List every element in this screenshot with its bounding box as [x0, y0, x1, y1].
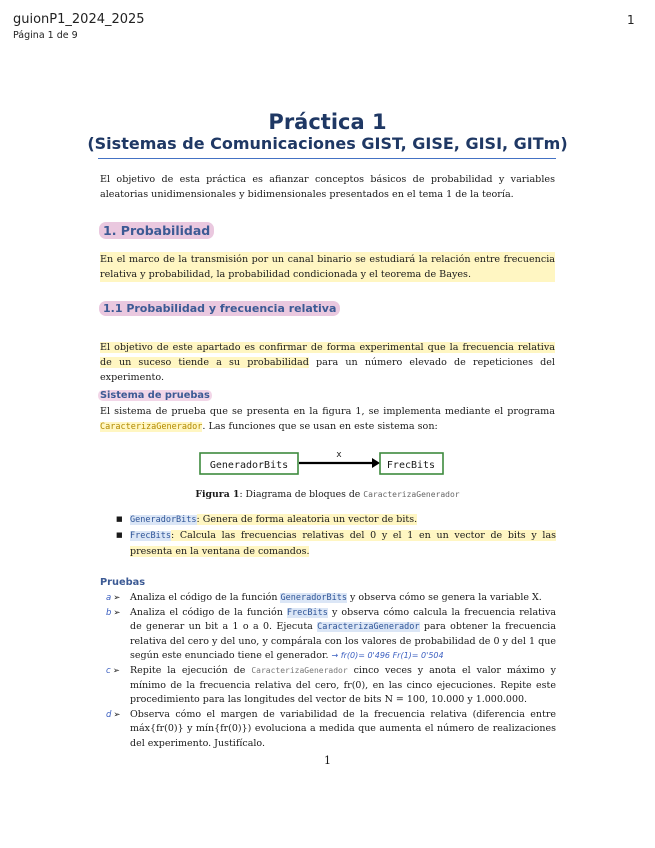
task-text: Observa cómo el margen de variabilidad de la frecuencia relativa (diferencia entre máx{fr(0)} y mín{fr(0)}) evoluciona a medida que aumenta el número de realizaciones del experimento. Justifícalo. — [130, 708, 556, 749]
caption-program: CaracterizaGenerador — [363, 490, 460, 499]
function-name: FrecBits — [130, 531, 171, 541]
task-letter: b — [106, 607, 112, 618]
top-page-number: 1 — [627, 13, 635, 27]
task-letter: c — [106, 665, 111, 676]
pruebas-heading: Pruebas — [100, 577, 146, 588]
paragraph-text: para un número elevado de repeticiones del experimento. — [100, 357, 555, 383]
arrow-bullet-icon: ➢ — [113, 593, 121, 603]
task-text: para obtener la frecuencia relativa del cero y del uno, y compárala con los valores de probabilidad de 0 y del 1 que según este enunciado tiene el generador. — [130, 621, 556, 662]
function-name: GeneradorBits — [130, 515, 197, 525]
page-indicator: Página 1 de 9 — [13, 30, 78, 41]
task-c — [106, 664, 556, 708]
task-text: cinco veces y anota el valor máximo y mínimo de la frecuencia relativa del cero, fr(0), en las cinco ejecuciones. Repite este procedimiento para las longitudes del vector de bits N = 100, 10.000 y 1.000.000. — [130, 664, 556, 706]
frecbits-block-label: FrecBits — [386, 460, 436, 471]
page-title: Práctica 1 — [268, 110, 387, 134]
task-label — [106, 664, 120, 679]
handwritten-note: → fr(0)= 0'496 Fr(1)= 0'504 — [331, 651, 444, 661]
arrow-bullet-icon: ➢ — [112, 665, 120, 676]
task-text: Analiza el código de la función — [130, 592, 281, 603]
arrow-bullet-icon: ➢ — [113, 709, 121, 720]
arrow-head — [372, 458, 380, 468]
function-description: : Calcula las frecuencias relativas del 0 y el 1 en un vector de bits y las presenta en la ventana de comandos. — [130, 530, 556, 557]
task-text: Repite la ejecución de — [130, 664, 252, 676]
task-a — [106, 591, 556, 606]
task-text: Analiza el código de la función — [130, 606, 287, 618]
task-label — [106, 606, 121, 621]
paragraph-text: El sistema de prueba que se presenta en la figura 1, se implementa mediante el programa — [100, 406, 555, 417]
program-name: CaracterizaGenerador — [100, 422, 203, 432]
caption-text: : Diagrama de bloques de — [239, 489, 364, 500]
generador-block-label: GeneradorBits — [209, 460, 289, 471]
intro-paragraph: El objetivo de esta práctica es afianzar conceptos básicos de probabilidad y variables aleatorias unidimensionales y bidimensionales presentados en el tema 1 de la teoría. — [100, 174, 555, 200]
task-text: y observa cómo calcula la frecuencia relativa de generar un bit a 1 o a 0. Ejecuta — [130, 606, 556, 633]
arrow-bullet-icon: ➢ — [113, 607, 121, 618]
footer-page-number: 1 — [324, 754, 331, 767]
function-description: : Genera de forma aleatoria un vector de bits. — [196, 514, 418, 525]
program-name: CaracterizaGenerador — [251, 665, 348, 675]
task-label — [106, 708, 121, 723]
task-text: y observa cómo se genera la variable X. — [347, 592, 542, 603]
task-letter: d — [106, 709, 112, 720]
list-item — [116, 512, 556, 528]
paragraph-text: . Las funciones que se usan en este sistema son: — [202, 421, 438, 432]
list-item — [116, 528, 556, 559]
figure-caption — [0, 489, 655, 500]
handwritten-values: fr(0)= 0'496 Fr(1)= 0'504 — [340, 651, 444, 661]
program-name: CaracterizaGenerador — [317, 622, 420, 633]
section-probabilidad-text: En el marco de la transmisión por un canal binario se estudiará la relación entre frecuencia relativa y probabilidad, la probabilidad condicionada y el teorema de Bayes. — [100, 254, 555, 280]
figure-label: Figura 1 — [195, 489, 240, 500]
task-d — [106, 708, 556, 752]
document-title: guionP1_2024_2025 — [13, 12, 145, 27]
function-name: FrecBits — [286, 607, 328, 618]
task-label — [106, 591, 120, 606]
arrow-label: x — [336, 450, 342, 460]
task-b — [106, 606, 556, 664]
section-heading-frecuencia: 1.1 Probabilidad y frecuencia relativa — [99, 301, 340, 316]
sistema-heading: Sistema de pruebas — [100, 390, 210, 401]
task-letter: a — [106, 593, 112, 603]
highlighted-text: El objetivo de este apartado es confirmar de forma experimental que la frecuencia relativa de un suceso tiende a su probabilidad — [100, 342, 555, 368]
function-list — [116, 512, 556, 559]
function-name: GeneradorBits — [280, 593, 348, 603]
section-heading-probabilidad: 1. Probabilidad — [99, 222, 214, 239]
task-list — [106, 591, 556, 752]
page-subtitle: (Sistemas de Comunicaciones GIST, GISE, GISI, GITm) — [87, 134, 568, 153]
